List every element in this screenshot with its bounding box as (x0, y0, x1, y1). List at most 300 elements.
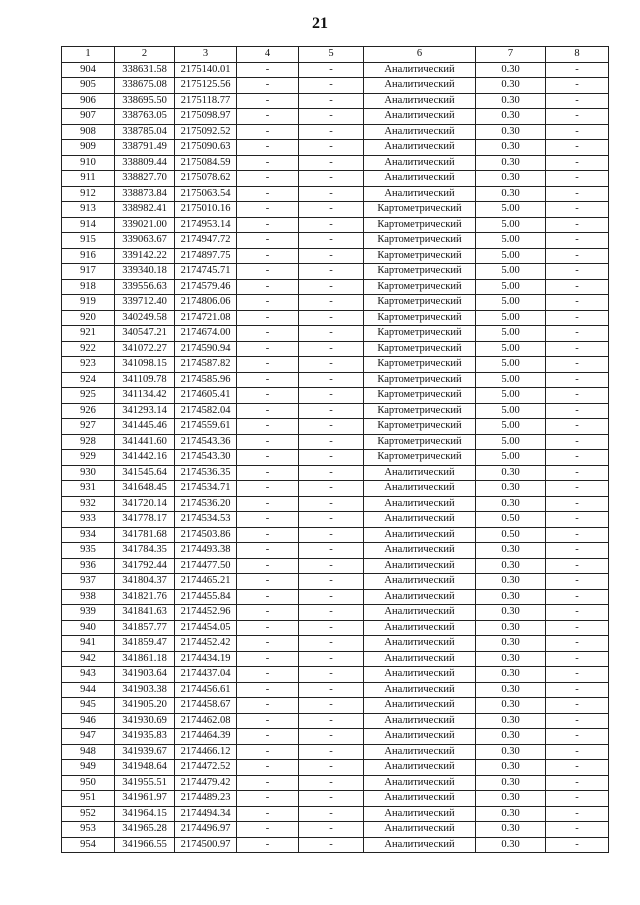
point-number-cell: 917 (62, 264, 115, 280)
table-row (62, 543, 609, 559)
y-coordinate-cell: 2174534.53 (175, 512, 237, 528)
column-8-cell: - (546, 837, 609, 853)
column-5-cell: - (299, 605, 364, 621)
method-cell: Картометрический (364, 357, 476, 373)
column-header: 3 (175, 47, 237, 63)
column-8-cell: - (546, 434, 609, 450)
accuracy-cell: 0.30 (476, 109, 546, 125)
table-row (62, 155, 609, 171)
y-coordinate-cell: 2175098.97 (175, 109, 237, 125)
column-8-cell: - (546, 217, 609, 233)
method-cell: Картометрический (364, 341, 476, 357)
y-coordinate-cell: 2174454.05 (175, 620, 237, 636)
point-number-cell: 921 (62, 326, 115, 342)
column-4-cell: - (237, 109, 299, 125)
table-row (62, 357, 609, 373)
x-coordinate-cell: 341134.42 (115, 388, 175, 404)
column-4-cell: - (237, 775, 299, 791)
method-cell: Аналитический (364, 155, 476, 171)
column-4-cell: - (237, 822, 299, 838)
y-coordinate-cell: 2174897.75 (175, 248, 237, 264)
column-5-cell: - (299, 791, 364, 807)
table-header-row (62, 47, 609, 63)
column-4-cell: - (237, 341, 299, 357)
method-cell: Аналитический (364, 527, 476, 543)
point-number-cell: 953 (62, 822, 115, 838)
method-cell: Картометрический (364, 233, 476, 249)
accuracy-cell: 5.00 (476, 326, 546, 342)
column-4-cell: - (237, 372, 299, 388)
column-5-cell: - (299, 574, 364, 590)
x-coordinate-cell: 338791.49 (115, 140, 175, 156)
x-coordinate-cell: 341948.64 (115, 760, 175, 776)
x-coordinate-cell: 338631.58 (115, 62, 175, 78)
y-coordinate-cell: 2174472.52 (175, 760, 237, 776)
method-cell: Аналитический (364, 171, 476, 187)
point-number-cell: 910 (62, 155, 115, 171)
column-4-cell: - (237, 465, 299, 481)
method-cell: Картометрический (364, 264, 476, 280)
method-cell: Аналитический (364, 574, 476, 590)
column-header: 8 (546, 47, 609, 63)
table-row (62, 465, 609, 481)
point-number-cell: 949 (62, 760, 115, 776)
x-coordinate-cell: 341293.14 (115, 403, 175, 419)
column-8-cell: - (546, 775, 609, 791)
y-coordinate-cell: 2174437.04 (175, 667, 237, 683)
coordinates-table (61, 46, 609, 853)
accuracy-cell: 0.30 (476, 574, 546, 590)
point-number-cell: 930 (62, 465, 115, 481)
accuracy-cell: 5.00 (476, 233, 546, 249)
y-coordinate-cell: 2175010.16 (175, 202, 237, 218)
point-number-cell: 912 (62, 186, 115, 202)
column-8-cell: - (546, 651, 609, 667)
column-5-cell: - (299, 620, 364, 636)
column-8-cell: - (546, 326, 609, 342)
column-header: 2 (115, 47, 175, 63)
column-4-cell: - (237, 171, 299, 187)
table-row (62, 295, 609, 311)
x-coordinate-cell: 341545.64 (115, 465, 175, 481)
method-cell: Аналитический (364, 512, 476, 528)
point-number-cell: 915 (62, 233, 115, 249)
x-coordinate-cell: 339021.00 (115, 217, 175, 233)
column-8-cell: - (546, 109, 609, 125)
accuracy-cell: 0.30 (476, 698, 546, 714)
method-cell: Аналитический (364, 62, 476, 78)
column-8-cell: - (546, 233, 609, 249)
column-5-cell: - (299, 140, 364, 156)
table-row (62, 837, 609, 853)
table-row (62, 729, 609, 745)
table-row (62, 791, 609, 807)
accuracy-cell: 0.30 (476, 62, 546, 78)
accuracy-cell: 0.30 (476, 713, 546, 729)
accuracy-cell: 5.00 (476, 434, 546, 450)
method-cell: Аналитический (364, 744, 476, 760)
x-coordinate-cell: 340547.21 (115, 326, 175, 342)
method-cell: Картометрический (364, 279, 476, 295)
column-8-cell: - (546, 543, 609, 559)
accuracy-cell: 0.30 (476, 667, 546, 683)
column-8-cell: - (546, 403, 609, 419)
column-8-cell: - (546, 310, 609, 326)
y-coordinate-cell: 2175090.63 (175, 140, 237, 156)
column-8-cell: - (546, 512, 609, 528)
method-cell: Аналитический (364, 558, 476, 574)
point-number-cell: 936 (62, 558, 115, 574)
method-cell: Аналитический (364, 109, 476, 125)
point-number-cell: 911 (62, 171, 115, 187)
column-8-cell: - (546, 822, 609, 838)
column-4-cell: - (237, 589, 299, 605)
point-number-cell: 922 (62, 341, 115, 357)
x-coordinate-cell: 341903.64 (115, 667, 175, 683)
accuracy-cell: 5.00 (476, 217, 546, 233)
y-coordinate-cell: 2174493.38 (175, 543, 237, 559)
accuracy-cell: 0.30 (476, 186, 546, 202)
column-5-cell: - (299, 465, 364, 481)
column-4-cell: - (237, 155, 299, 171)
column-8-cell: - (546, 186, 609, 202)
column-5-cell: - (299, 651, 364, 667)
column-5-cell: - (299, 806, 364, 822)
accuracy-cell: 5.00 (476, 450, 546, 466)
column-8-cell: - (546, 279, 609, 295)
x-coordinate-cell: 339142.22 (115, 248, 175, 264)
accuracy-cell: 0.30 (476, 636, 546, 652)
y-coordinate-cell: 2174465.21 (175, 574, 237, 590)
point-number-cell: 954 (62, 837, 115, 853)
method-cell: Аналитический (364, 775, 476, 791)
column-5-cell: - (299, 698, 364, 714)
point-number-cell: 939 (62, 605, 115, 621)
column-4-cell: - (237, 93, 299, 109)
y-coordinate-cell: 2174947.72 (175, 233, 237, 249)
y-coordinate-cell: 2174496.97 (175, 822, 237, 838)
column-4-cell: - (237, 248, 299, 264)
column-8-cell: - (546, 729, 609, 745)
point-number-cell: 905 (62, 78, 115, 94)
column-4-cell: - (237, 574, 299, 590)
column-8-cell: - (546, 574, 609, 590)
method-cell: Аналитический (364, 729, 476, 745)
table-row (62, 434, 609, 450)
table-row (62, 124, 609, 140)
method-cell: Аналитический (364, 140, 476, 156)
column-4-cell: - (237, 558, 299, 574)
column-8-cell: - (546, 791, 609, 807)
method-cell: Аналитический (364, 620, 476, 636)
x-coordinate-cell: 341859.47 (115, 636, 175, 652)
x-coordinate-cell: 341804.37 (115, 574, 175, 590)
column-5-cell: - (299, 682, 364, 698)
column-4-cell: - (237, 837, 299, 853)
column-8-cell: - (546, 202, 609, 218)
column-5-cell: - (299, 558, 364, 574)
accuracy-cell: 5.00 (476, 357, 546, 373)
column-4-cell: - (237, 419, 299, 435)
table-row (62, 481, 609, 497)
x-coordinate-cell: 341109.78 (115, 372, 175, 388)
column-5-cell: - (299, 62, 364, 78)
column-5-cell: - (299, 295, 364, 311)
point-number-cell: 904 (62, 62, 115, 78)
x-coordinate-cell: 341441.60 (115, 434, 175, 450)
accuracy-cell: 0.30 (476, 124, 546, 140)
table-row (62, 109, 609, 125)
x-coordinate-cell: 341961.97 (115, 791, 175, 807)
accuracy-cell: 0.30 (476, 822, 546, 838)
table-row (62, 388, 609, 404)
x-coordinate-cell: 341445.46 (115, 419, 175, 435)
accuracy-cell: 5.00 (476, 372, 546, 388)
table-row (62, 496, 609, 512)
column-5-cell: - (299, 233, 364, 249)
column-5-cell: - (299, 496, 364, 512)
column-header: 4 (237, 47, 299, 63)
y-coordinate-cell: 2174543.36 (175, 434, 237, 450)
y-coordinate-cell: 2174806.06 (175, 295, 237, 311)
table-row (62, 527, 609, 543)
column-5-cell: - (299, 357, 364, 373)
column-4-cell: - (237, 62, 299, 78)
column-8-cell: - (546, 419, 609, 435)
y-coordinate-cell: 2174494.34 (175, 806, 237, 822)
column-8-cell: - (546, 760, 609, 776)
method-cell: Аналитический (364, 93, 476, 109)
column-4-cell: - (237, 713, 299, 729)
point-number-cell: 920 (62, 310, 115, 326)
accuracy-cell: 0.30 (476, 93, 546, 109)
column-8-cell: - (546, 140, 609, 156)
column-4-cell: - (237, 202, 299, 218)
column-8-cell: - (546, 264, 609, 280)
x-coordinate-cell: 341964.15 (115, 806, 175, 822)
column-8-cell: - (546, 713, 609, 729)
table-row (62, 698, 609, 714)
y-coordinate-cell: 2174500.97 (175, 837, 237, 853)
y-coordinate-cell: 2175063.54 (175, 186, 237, 202)
table-row (62, 403, 609, 419)
accuracy-cell: 0.30 (476, 589, 546, 605)
point-number-cell: 932 (62, 496, 115, 512)
accuracy-cell: 0.30 (476, 78, 546, 94)
column-4-cell: - (237, 186, 299, 202)
column-5-cell: - (299, 171, 364, 187)
column-4-cell: - (237, 279, 299, 295)
column-8-cell: - (546, 481, 609, 497)
x-coordinate-cell: 341903.38 (115, 682, 175, 698)
point-number-cell: 926 (62, 403, 115, 419)
column-5-cell: - (299, 636, 364, 652)
table-row (62, 760, 609, 776)
y-coordinate-cell: 2174464.39 (175, 729, 237, 745)
point-number-cell: 924 (62, 372, 115, 388)
x-coordinate-cell: 338695.50 (115, 93, 175, 109)
point-number-cell: 944 (62, 682, 115, 698)
x-coordinate-cell: 341442.16 (115, 450, 175, 466)
table-row (62, 326, 609, 342)
y-coordinate-cell: 2174503.86 (175, 527, 237, 543)
x-coordinate-cell: 341720.14 (115, 496, 175, 512)
accuracy-cell: 5.00 (476, 264, 546, 280)
y-coordinate-cell: 2175118.77 (175, 93, 237, 109)
column-4-cell: - (237, 605, 299, 621)
point-number-cell: 914 (62, 217, 115, 233)
table-row (62, 341, 609, 357)
table-row (62, 682, 609, 698)
column-header: 6 (364, 47, 476, 63)
method-cell: Картометрический (364, 217, 476, 233)
y-coordinate-cell: 2174452.42 (175, 636, 237, 652)
y-coordinate-cell: 2174536.35 (175, 465, 237, 481)
column-5-cell: - (299, 744, 364, 760)
column-5-cell: - (299, 264, 364, 280)
x-coordinate-cell: 338982.41 (115, 202, 175, 218)
column-5-cell: - (299, 512, 364, 528)
x-coordinate-cell: 341905.20 (115, 698, 175, 714)
column-8-cell: - (546, 155, 609, 171)
column-4-cell: - (237, 326, 299, 342)
column-8-cell: - (546, 605, 609, 621)
column-8-cell: - (546, 682, 609, 698)
x-coordinate-cell: 341792.44 (115, 558, 175, 574)
accuracy-cell: 0.30 (476, 729, 546, 745)
table-row (62, 279, 609, 295)
column-8-cell: - (546, 124, 609, 140)
column-4-cell: - (237, 806, 299, 822)
column-5-cell: - (299, 760, 364, 776)
table-row (62, 62, 609, 78)
method-cell: Картометрический (364, 372, 476, 388)
column-5-cell: - (299, 403, 364, 419)
table-row (62, 806, 609, 822)
method-cell: Картометрический (364, 388, 476, 404)
point-number-cell: 942 (62, 651, 115, 667)
point-number-cell: 950 (62, 775, 115, 791)
column-5-cell: - (299, 775, 364, 791)
table-row (62, 264, 609, 280)
x-coordinate-cell: 339556.63 (115, 279, 175, 295)
method-cell: Аналитический (364, 636, 476, 652)
table-row (62, 78, 609, 94)
x-coordinate-cell: 338675.08 (115, 78, 175, 94)
x-coordinate-cell: 338763.05 (115, 109, 175, 125)
table-row (62, 233, 609, 249)
table-row (62, 202, 609, 218)
column-4-cell: - (237, 295, 299, 311)
table-row (62, 419, 609, 435)
accuracy-cell: 0.30 (476, 806, 546, 822)
column-4-cell: - (237, 636, 299, 652)
column-5-cell: - (299, 124, 364, 140)
method-cell: Аналитический (364, 605, 476, 621)
method-cell: Аналитический (364, 837, 476, 853)
x-coordinate-cell: 339712.40 (115, 295, 175, 311)
accuracy-cell: 5.00 (476, 295, 546, 311)
x-coordinate-cell: 341955.51 (115, 775, 175, 791)
column-8-cell: - (546, 744, 609, 760)
method-cell: Аналитический (364, 713, 476, 729)
y-coordinate-cell: 2174452.96 (175, 605, 237, 621)
column-5-cell: - (299, 186, 364, 202)
table-row (62, 651, 609, 667)
accuracy-cell: 0.30 (476, 481, 546, 497)
column-4-cell: - (237, 620, 299, 636)
column-5-cell: - (299, 326, 364, 342)
x-coordinate-cell: 338827.70 (115, 171, 175, 187)
y-coordinate-cell: 2174721.08 (175, 310, 237, 326)
point-number-cell: 935 (62, 543, 115, 559)
column-8-cell: - (546, 698, 609, 714)
column-8-cell: - (546, 295, 609, 311)
column-5-cell: - (299, 713, 364, 729)
point-number-cell: 934 (62, 527, 115, 543)
point-number-cell: 940 (62, 620, 115, 636)
table-row (62, 372, 609, 388)
method-cell: Аналитический (364, 791, 476, 807)
column-5-cell: - (299, 109, 364, 125)
column-8-cell: - (546, 341, 609, 357)
x-coordinate-cell: 341821.76 (115, 589, 175, 605)
point-number-cell: 908 (62, 124, 115, 140)
column-8-cell: - (546, 388, 609, 404)
accuracy-cell: 5.00 (476, 279, 546, 295)
point-number-cell: 951 (62, 791, 115, 807)
x-coordinate-cell: 341857.77 (115, 620, 175, 636)
column-5-cell: - (299, 155, 364, 171)
accuracy-cell: 0.30 (476, 791, 546, 807)
y-coordinate-cell: 2174536.20 (175, 496, 237, 512)
accuracy-cell: 5.00 (476, 419, 546, 435)
column-4-cell: - (237, 388, 299, 404)
accuracy-cell: 0.30 (476, 760, 546, 776)
x-coordinate-cell: 338785.04 (115, 124, 175, 140)
column-header: 1 (62, 47, 115, 63)
table-body (62, 62, 609, 853)
y-coordinate-cell: 2174489.23 (175, 791, 237, 807)
table-row (62, 186, 609, 202)
y-coordinate-cell: 2174745.71 (175, 264, 237, 280)
table-row (62, 310, 609, 326)
y-coordinate-cell: 2175125.56 (175, 78, 237, 94)
x-coordinate-cell: 341966.55 (115, 837, 175, 853)
column-5-cell: - (299, 248, 364, 264)
method-cell: Картометрический (364, 419, 476, 435)
x-coordinate-cell: 339340.18 (115, 264, 175, 280)
table-row (62, 558, 609, 574)
method-cell: Аналитический (364, 124, 476, 140)
accuracy-cell: 5.00 (476, 388, 546, 404)
point-number-cell: 943 (62, 667, 115, 683)
method-cell: Картометрический (364, 326, 476, 342)
method-cell: Аналитический (364, 481, 476, 497)
method-cell: Аналитический (364, 651, 476, 667)
method-cell: Картометрический (364, 295, 476, 311)
table-row (62, 512, 609, 528)
column-4-cell: - (237, 217, 299, 233)
x-coordinate-cell: 338873.84 (115, 186, 175, 202)
x-coordinate-cell: 341930.69 (115, 713, 175, 729)
column-5-cell: - (299, 729, 364, 745)
column-5-cell: - (299, 481, 364, 497)
table-row (62, 620, 609, 636)
column-4-cell: - (237, 760, 299, 776)
column-8-cell: - (546, 93, 609, 109)
y-coordinate-cell: 2174590.94 (175, 341, 237, 357)
